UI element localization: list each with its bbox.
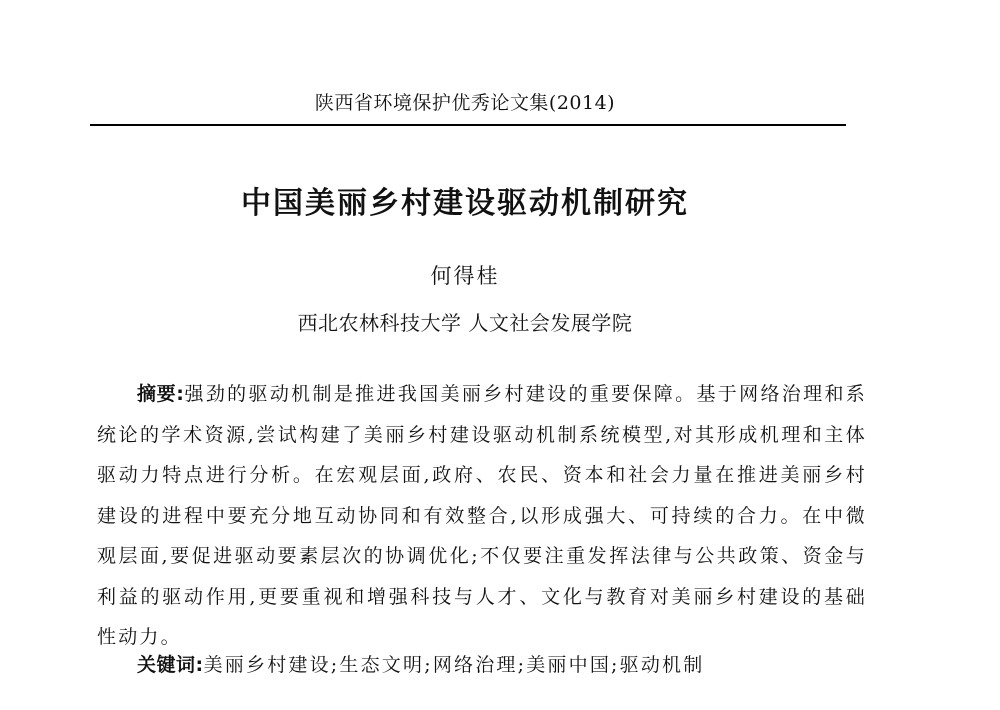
running-header: 陕西省环境保护优秀论文集(2014) [314,92,616,114]
author-name: 何得桂 [430,264,500,288]
keywords [137,650,867,677]
header-rule [90,124,846,126]
author-affiliation: 西北农林科技大学 人文社会发展学院 [297,311,633,335]
keywords-text: 美丽乡村建设;生态文明;网络治理;美丽中国;驱动机制 [203,654,705,676]
abstract [97,374,867,658]
paper-title: 中国美丽乡村建设驱动机制研究 [241,186,689,221]
keywords-label: 关键词: [137,654,204,676]
abstract-label: 摘要: [137,383,185,405]
abstract-text: 强劲的驱动机制是推进我国美丽乡村建设的重要保障。基于网络治理和系统论的学术资源,尝试构建了美丽乡村建设驱动机制系统模型,对其形成机理和主体驱动力特点进行分析。在宏观层面,政府、农民、资本和社会力量在推进美丽乡村建设的进程中要充分地互动协同和有效整合,以形成强大、可持续的合力。在中微观层面,要促进驱动要素层次的协调优化;不仅要注重发挥法律与公共政策、资金与利益的驱动作用,更要重视和增强科技与人才、文化与教育对美丽乡村建设的基础性动力。 [97,383,867,648]
